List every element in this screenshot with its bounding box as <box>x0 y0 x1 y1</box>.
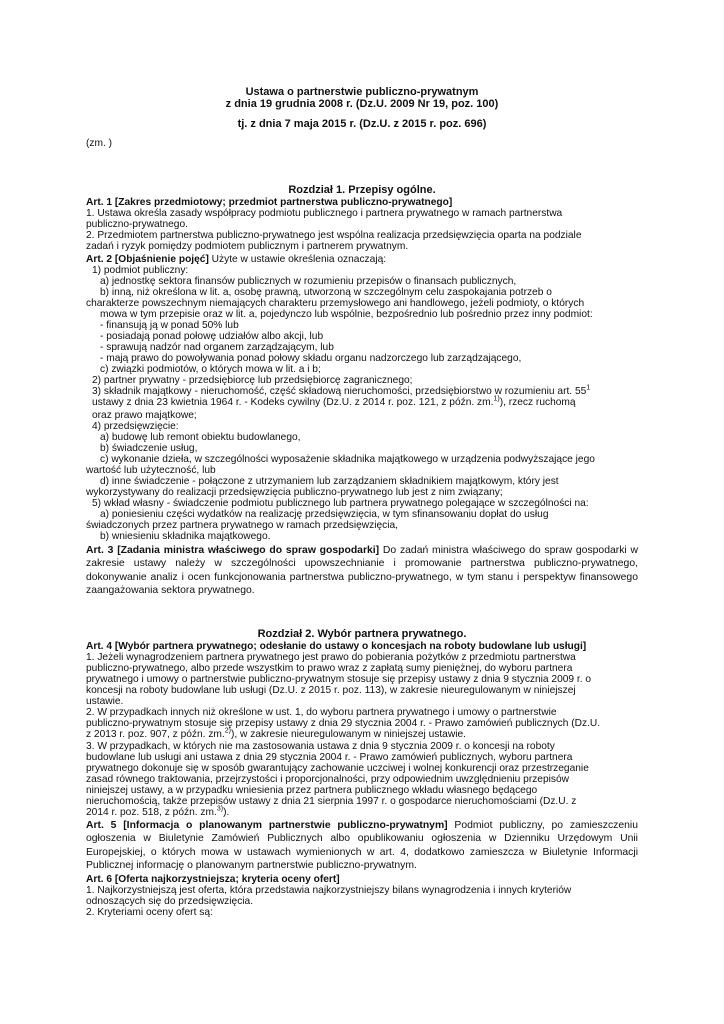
footnote-marker: 1) <box>493 395 500 403</box>
art-2-item: mowa w tym przepisie oraz w lit. a, pojedynczo lub wspólnie, bezpośrednio lub pośrednio przez inny podmiot: <box>100 309 593 320</box>
art-5-text: Podmiot publiczny, po zamieszczeniu ogłoszenia w Biuletynie Zamówień Publicznych albo opublikowaniu ogłoszenia w Dzienniku Urzędowym Unii Europejskiej, o których mowa w ustawach wymienionych w art. 4, dodatkowo zamieszcza w Biuletynie Informacji Publicznej informację o planowanym partnerstwie publiczno-prywatnym. <box>86 820 638 872</box>
art-2-item: - mają prawo do powoływania ponad połowy składu organu nadzorczego lub zarządzającego, <box>100 353 522 364</box>
art-4-line-tail: ). <box>223 807 230 818</box>
art-4-line: prywatnego dokonuje się w sposób gwarantujący zachowanie uczciwej i wolnej konkurencji oraz przestrzeganie <box>86 763 589 774</box>
art-4-line: koncesji na roboty budowlane lub usługi (Dz.U. z 2015 r. poz. 113), w zakresie nieuregulowanym w niniejszej <box>86 685 576 696</box>
art-4-line: 2. W przypadkach innych niż określone w ust. 1, do wyboru partnera prywatnego i umowy o partnerstwie <box>86 707 557 718</box>
art-2-item: 2) partner prywatny - przedsiębiorcę lub przedsiębiorcę zagranicznego; <box>92 375 413 386</box>
art-2-item: d) inne świadczenie - połączone z utrzymaniem lub zarządzaniem składnikiem majątkowym, który jest <box>100 476 559 487</box>
art-6-line: 1. Najkorzystniejszą jest oferta, która przedstawia najkorzystniejszy bilans wynagrodzenia i innych kryteriów <box>86 885 572 896</box>
art-2-item: a) budowę lub remont obiektu budowlanego, <box>100 432 301 443</box>
art-4-line: publiczno-prywatnym stosuje się przepisy ustawy z dnia 29 stycznia 2004 r. - Prawo zamówień publicznych (Dz.U. <box>86 718 601 729</box>
art-4-line: prywatnego i umowy o partnerstwie publiczno-prywatnym stosuje się przepisy ustawy z dnia 9 stycznia 2009 r. o <box>86 674 592 685</box>
art-1-line: 2. Przedmiotem partnerstwa publiczno-prywatnego jest wspólna realizacja przedsięwzięcia oparta na podziale <box>86 230 582 241</box>
art-2-item: c) związki podmiotów, o których mowa w lit. a i b; <box>100 364 321 375</box>
footnote-marker: 1 <box>586 384 591 392</box>
art-3-text: Do zadań ministra właściwego do spraw gospodarki w zakresie ustawy należy w szczególności upowszechnianie i promowanie partnerstwa publiczno-prywatnego, dokonywanie analiz i ocen funkcjonowania partnerstwa publiczno-prywatnego, w tym stanu i perspektyw finansowego zaangażowania sektora prywatnego. <box>86 545 638 597</box>
art-6-line: odnoszących się do przedsięwzięcia. <box>86 896 254 907</box>
art-2-item-text: ustawy z dnia 23 kwietnia 1964 r. - Kodeks cywilny (Dz.U. z 2014 r. poz. 121, z późn. zm. <box>92 397 494 408</box>
art-2-item: - posiadają ponad połowę udziałów albo akcji, lub <box>100 331 324 342</box>
art-2-heading <box>86 254 386 265</box>
art-5-title: Art. 5 [Informacja o planowanym partnerstwie publiczno-prywatnym] <box>86 820 448 831</box>
art-1-title: Art. 1 [Zakres przedmiotowy; przedmiot partnerstwa publiczno-prywatnego] <box>86 197 453 208</box>
art-4-line: nieruchomością, także przepisów ustawy z dnia 21 sierpnia 1997 r. o gospodarce nieruchomościami (Dz.U. z <box>86 796 577 807</box>
art-4-line: 3. W przypadkach, w których nie ma zastosowania ustawa z dnia 9 stycznia 2009 r. o koncesji na roboty <box>86 741 555 752</box>
art-4-line: niniejszej ustawy, a w przypadku wniesienia przez partnera publicznego wkładu własnego będącego <box>86 785 538 796</box>
art-6-line: 2. Kryteriami oceny ofert są: <box>86 907 213 918</box>
art-1-line: 1. Ustawa określa zasady współpracy podmiotu publicznego i partnera prywatnego w ramach partnerstwa <box>86 208 563 219</box>
art-1-line: publiczno-prywatnego. <box>86 219 188 230</box>
art-4-line-text: z 2013 r. poz. 907, z późn. zm. <box>86 729 225 740</box>
art-4-line <box>86 807 229 818</box>
art-4-line: budowlane lub usługi ani ustawa z dnia 29 stycznia 2004 r. - Prawo zamówień publicznych, wyboru partnera <box>86 752 573 763</box>
amendments-note: (zm. ) <box>86 138 113 149</box>
chapter-2-heading: Rozdział 2. Wybór partnera prywatnego. <box>257 628 467 640</box>
art-3-paragraph <box>86 544 638 598</box>
art-4-line: publiczno-prywatnego, albo przede wszystkim to prawo wraz z zapłatą sumy pieniężnej, do wyboru partnera <box>86 663 573 674</box>
chapter-1-heading: Rozdział 1. Przepisy ogólne. <box>288 184 436 196</box>
art-2-item: b) inną, niż określona w lit. a, osobę prawną, utworzoną w szczególnym celu zaspokajania potrzeb o <box>100 287 552 298</box>
footnote-marker: 2) <box>224 727 231 735</box>
art-4-line <box>86 729 466 740</box>
art-2-item: 4) przedsięwzięcie: <box>92 421 179 432</box>
art-2-item: wartość lub użyteczność, lub <box>86 465 216 476</box>
art-2-item: b) wniesieniu składnika majątkowego. <box>100 531 271 542</box>
art-2-item <box>92 386 590 397</box>
consolidated-text: tj. z dnia 7 maja 2015 r. (Dz.U. z 2015 r. poz. 696) <box>237 118 487 130</box>
art-2-item: a) jednostkę sektora finansów publicznych w rozumieniu przepisów o finansach publicznych, <box>100 276 517 287</box>
art-2-item: charakterze powszechnym niemających charakteru przemysłowego ani handlowego, jeżeli podmioty, o których <box>86 298 585 309</box>
art-2-item: 5) wkład własny - świadczenie podmiotu publicznego lub partnera prywatnego polegające w szczególności na: <box>92 498 589 509</box>
art-6-title: Art. 6 [Oferta najkorzystniejsza; kryteria oceny ofert] <box>86 874 340 885</box>
art-4-title: Art. 4 [Wybór partnera prywatnego; odesłanie do ustawy o koncesjach na roboty budowlane lub usługi] <box>86 641 587 652</box>
art-4-line: 1. Jeżeli wynagrodzeniem partnera prywatnego jest prawo do pobierania pożytków z przedmiotu partnerstwa <box>86 652 576 663</box>
footnote-marker: 3) <box>216 805 224 813</box>
art-2-item-tail: ), rzecz ruchomą <box>499 397 576 408</box>
art-2-item: - finansują ją w ponad 50% lub <box>100 320 239 331</box>
art-2-item-text: 3) składnik majątkowy - nieruchomość, część składową nieruchomości, przedsiębiorstwo w rozumieniu art. 55 <box>92 386 587 397</box>
act-title: Ustawa o partnerstwie publiczno-prywatnym <box>245 86 479 98</box>
art-2-item: wykorzystywany do realizacji przedsięwzięcia publiczno-prywatnego lub jest z nim związany; <box>86 487 503 498</box>
art-4-line-text: 2014 r. poz. 518, z późn. zm. <box>86 807 217 818</box>
art-4-line: zasad równego traktowania, przejrzystości i proporcjonalności, przy odpowiednim uwzględnieniu przepisów <box>86 774 570 785</box>
art-2-item: a) poniesieniu części wydatków na realizację przedsięwzięcia, w tym sfinansowaniu dopłat do usług <box>100 509 549 520</box>
art-2-item: b) świadczenie usług, <box>100 443 198 454</box>
art-2-item: c) wykonanie dzieła, w szczególności wyposażenie składnika majątkowego w urządzenia podwyższające jego <box>100 454 595 465</box>
art-4-line-tail: ), w zakresie nieuregulowanym w niniejszej ustawie. <box>230 729 466 740</box>
art-2-item: 1) podmiot publiczny: <box>92 265 189 276</box>
act-date: z dnia 19 grudnia 2008 r. (Dz.U. 2009 Nr 19, poz. 100) <box>225 98 499 110</box>
art-2-intro: Użyte w ustawie określenia oznaczają: <box>208 254 387 265</box>
art-1-line: zadań i ryzyk pomiędzy podmiotem publicznym i partnerem prywatnym. <box>86 241 409 252</box>
art-2-item <box>92 397 576 408</box>
art-2-item: oraz prawo majątkowe; <box>92 410 197 421</box>
art-5-paragraph <box>86 819 638 873</box>
art-2-item: - sprawują nadzór nad organem zarządzającym, lub <box>100 342 334 353</box>
art-3-title: Art. 3 [Zadania ministra właściwego do spraw gospodarki] <box>86 545 380 556</box>
art-4-line: ustawie. <box>86 696 124 707</box>
art-2-item: świadczonych przez partnera prywatnego w ramach przedsięwzięcia, <box>86 520 398 531</box>
art-2-title: Art. 2 [Objaśnienie pojęć] <box>86 254 209 265</box>
